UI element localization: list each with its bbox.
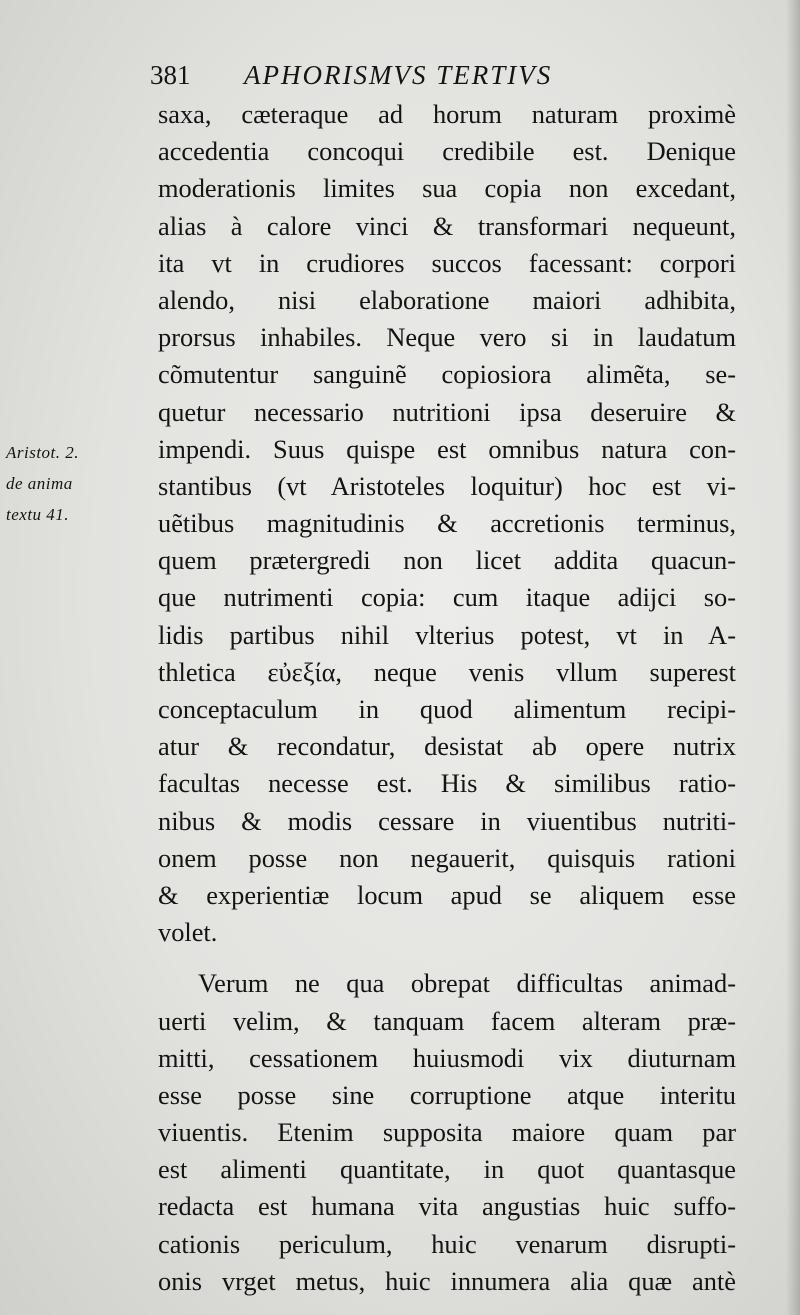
paragraph-1: [158, 96, 736, 951]
text-line: ita vt in crudiores succos facessant: corpori: [158, 247, 736, 278]
text-line: mitti, cessationem huiusmodi vix diuturnam: [158, 1042, 736, 1073]
text-line: volet.: [158, 917, 218, 948]
text-line: cationis periculum, huic venarum disrupti-: [158, 1228, 736, 1259]
text-line: stantibus (vt Aristoteles loquitur) hoc est vi-: [158, 470, 736, 501]
text-line: cõmutentur sanguinẽ copiosiora alimẽta, se-: [158, 359, 736, 390]
text-line: redacta est humana vita angustias huic suffo-: [158, 1191, 736, 1222]
text-line: uerti velim, & tanquam facem alteram præ-: [158, 1005, 736, 1036]
text-line: que nutrimenti copia: cum itaque adijci so-: [158, 582, 736, 613]
margin-note: [6, 437, 156, 530]
text-line: & experientiæ locum apud se aliquem esse: [158, 879, 736, 910]
text-line: Verum ne qua obrepat difficultas animad-: [198, 968, 736, 999]
text-line: onem posse non negauerit, quisquis rationi: [158, 842, 736, 873]
text-line: prorsus inhabiles. Neque vero si in laudatum: [158, 322, 736, 353]
body-text: [158, 96, 736, 1300]
text-line: impendi. Suus quispe est omnibus natura con-: [158, 433, 736, 464]
text-line: onis vrget metus, huic innumera alia quæ antè: [158, 1265, 736, 1296]
text-line: est alimenti quantitate, in quot quantasque: [158, 1154, 736, 1185]
text-line: lidis partibus nihil vlterius potest, vt in A-: [158, 619, 736, 650]
paragraph-2: [158, 965, 736, 1300]
text-line: esse posse sine corruptione atque interitu: [158, 1079, 736, 1110]
margin-note-line: de anima: [6, 474, 73, 493]
text-line: thletica εὐεξία, neque venis vllum superest: [158, 656, 736, 687]
page-number: 381: [150, 60, 191, 90]
text-line: quem prætergredi non licet addita quacun-: [158, 545, 736, 576]
text-line: moderationis limites sua copia non excedant,: [158, 173, 736, 204]
text-line: uẽtibus magnitudinis & accretionis terminus,: [158, 508, 736, 539]
text-line: accedentia concoqui credibile est. Denique: [158, 136, 736, 167]
text-line: facultas necesse est. His & similibus ratio-: [158, 768, 736, 799]
text-line: alendo, nisi elaboratione maiori adhibita,: [158, 284, 736, 315]
text-line: nibus & modis cessare in viuentibus nutriti-: [158, 805, 736, 836]
text-line: atur & recondatur, desistat ab opere nutrix: [158, 731, 736, 762]
text-line: conceptaculum in quod alimentum recipi-: [158, 694, 736, 724]
text-line: quetur necessario nutritioni ipsa deseruire &: [158, 396, 736, 427]
paragraph-gap: [158, 951, 736, 965]
text-line: viuentis. Etenim supposita maiore quam par: [158, 1117, 736, 1148]
running-header: [150, 58, 695, 92]
margin-note-line: Aristot. 2.: [6, 443, 80, 462]
margin-note-line: textu 41.: [6, 505, 70, 524]
running-title: APHORISMVS TERTIVS: [244, 60, 553, 90]
text-line: alias à calore vinci & transformari nequeunt,: [158, 210, 736, 241]
page-edge-shadow: [786, 0, 800, 1315]
text-line: saxa, cæteraque ad horum naturam proximè: [158, 99, 736, 129]
